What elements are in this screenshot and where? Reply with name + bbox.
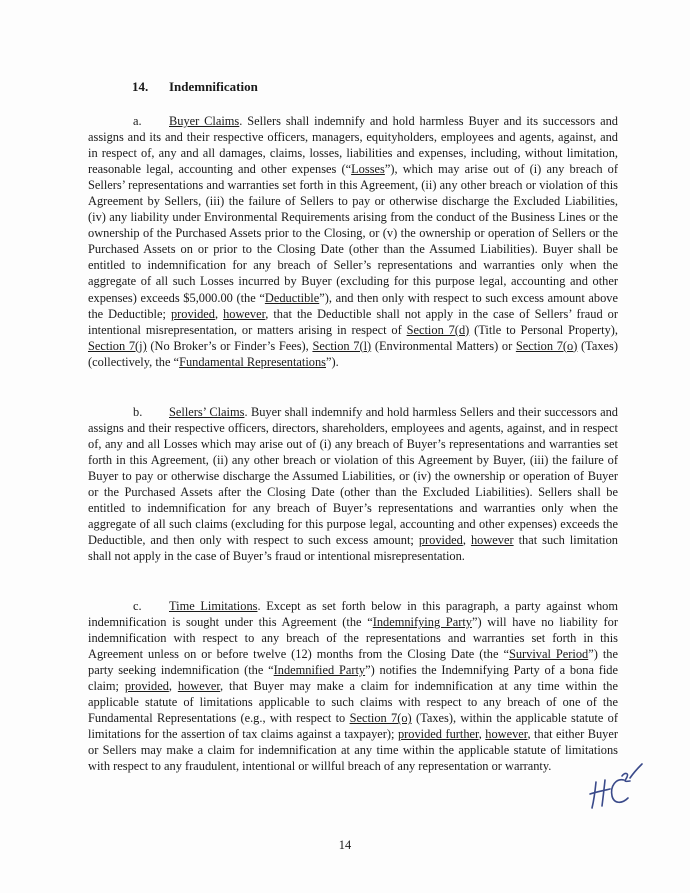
section-reference: Section 7(l)	[312, 338, 372, 353]
defined-term: Fundamental Representations	[179, 354, 326, 369]
defined-term: Indemnifying Party	[372, 615, 472, 630]
paragraph-caption: Buyer Claims	[169, 114, 240, 128]
section-number: 14.	[132, 79, 149, 94]
section-reference: Section 7(d)	[406, 322, 470, 337]
paragraph-time-limitations: c. Time Limitations. Except as set forth below in this paragraph, a party against whom indemnification is sought under this Agreement (the “Indemnifying Party”) will have no liability for indemnification with respect to any breach of the representations and warranties set forth in this Agreement unless on or before twelve (12) months from the Closing Date (the “Survival Period”) the party seeking indemnification (the “Indemnified Party”) notifies the Indemnifying Party of a bona fide claim; provided, however, that Buyer may make a claim for indemnification at any time within the applicable statute of limitations applicable to such claims with respect to any breach of one of the Fundamental Representations (e.g., with respect to Section 7(o) (Taxes), within the applicable statute of limitations for the assertion of tax claims against a taxpayer); provided further, however, that either Buyer or Sellers may make a claim for indemnification at any time within the applicable statute of limitations with respect to any fraudulent, intentional or willful breach of any representation or warranty.	[88, 599, 619, 774]
defined-term: Survival Period	[508, 647, 589, 662]
section-heading	[132, 79, 258, 95]
page-number: 14	[338, 838, 352, 852]
defined-term: Indemnified Party	[273, 663, 366, 678]
initials-signature-icon	[586, 762, 644, 812]
section-reference: Section 7(o)	[349, 711, 412, 726]
paragraph-caption: Sellers’ Claims	[169, 405, 245, 419]
section-title: Indemnification	[169, 79, 258, 94]
section-reference: Section 7(j)	[88, 338, 147, 353]
paragraph-letter: b.	[133, 405, 143, 419]
paragraph-caption: Time Limitations	[169, 599, 258, 613]
defined-term: Deductible	[264, 290, 320, 305]
paragraph-letter: c.	[133, 599, 142, 613]
handwritten-initials	[586, 762, 644, 812]
paragraph-sellers-claims: b. Sellers’ Claims. Buyer shall indemnify and hold harmless Sellers and their successors and assigns and their respective officers, directors, shareholders, employees and agents, against, and in respect of, any and all Losses which may arise out of (i) any breach of Buyer’s representations and warranties set forth in this Agreement, (ii) any other breach or violation of this Agreement by Buyer, (iii) the failure of Buyer to pay or otherwise discharge the Assumed Liabilities, or (iv) the ownership or operation of Buyer or the Purchased Assets after the Closing Date (other than the Excluded Liabilities). Sellers shall be entitled to indemnification for any breach of Buyer’s representations and warranties only when the aggregate of all such claims (excluding for this purpose legal, accounting and other expenses) exceeds the Deductible, and then only with respect to such excess amount; provided, however that such limitation shall not apply in the case of Buyer’s fraud or intentional misrepresentation.	[88, 405, 618, 564]
section-reference: Section 7(o)	[515, 338, 578, 353]
defined-term: Losses	[351, 162, 385, 177]
paragraph-buyer-claims: a. Buyer Claims. Sellers shall indemnify and hold harmless Buyer and its successors and assigns and its and their respective officers, managers, equityholders, employees and agents, against, and in respect of, any and all damages, claims, losses, liabilities and expenses, including, without limitation, reasonable legal, accounting and other expenses (“Losses”), which may arise out of (i) any breach of Sellers’ representations and warranties set forth in this Agreement, (ii) any other breach or violation of this Agreement by Sellers, (iii) the failure of Sellers to pay or otherwise discharge the Excluded Liabilities, (iv) any liability under Environmental Requirements arising from the conduct of the Business Lines or the ownership of the Purchased Assets prior to the Closing, or (v) the ownership or operation of Sellers or the Purchased Assets on or prior to the Closing Date (other than the Assumed Liabilities). Buyer shall be entitled to indemnification for any breach of Seller’s representations and warranties only when the aggregate of all such Losses incurred by Buyer (excluding for this purpose legal, accounting and other expenses) exceeds $5,000.00 (the “Deductible”), and then only with respect to such excess amount above the Deductible; provided, however, that the Deductible shall not apply in the case of Sellers’ fraud or intentional misrepresentation, or matters arising in respect of Section 7(d) (Title to Personal Property), Section 7(j) (No Broker’s or Finder’s Fees), Section 7(l) (Environmental Matters) or Section 7(o) (Taxes) (collectively, the “Fundamental Representations”).	[88, 114, 618, 369]
paragraph-letter: a.	[133, 114, 142, 128]
